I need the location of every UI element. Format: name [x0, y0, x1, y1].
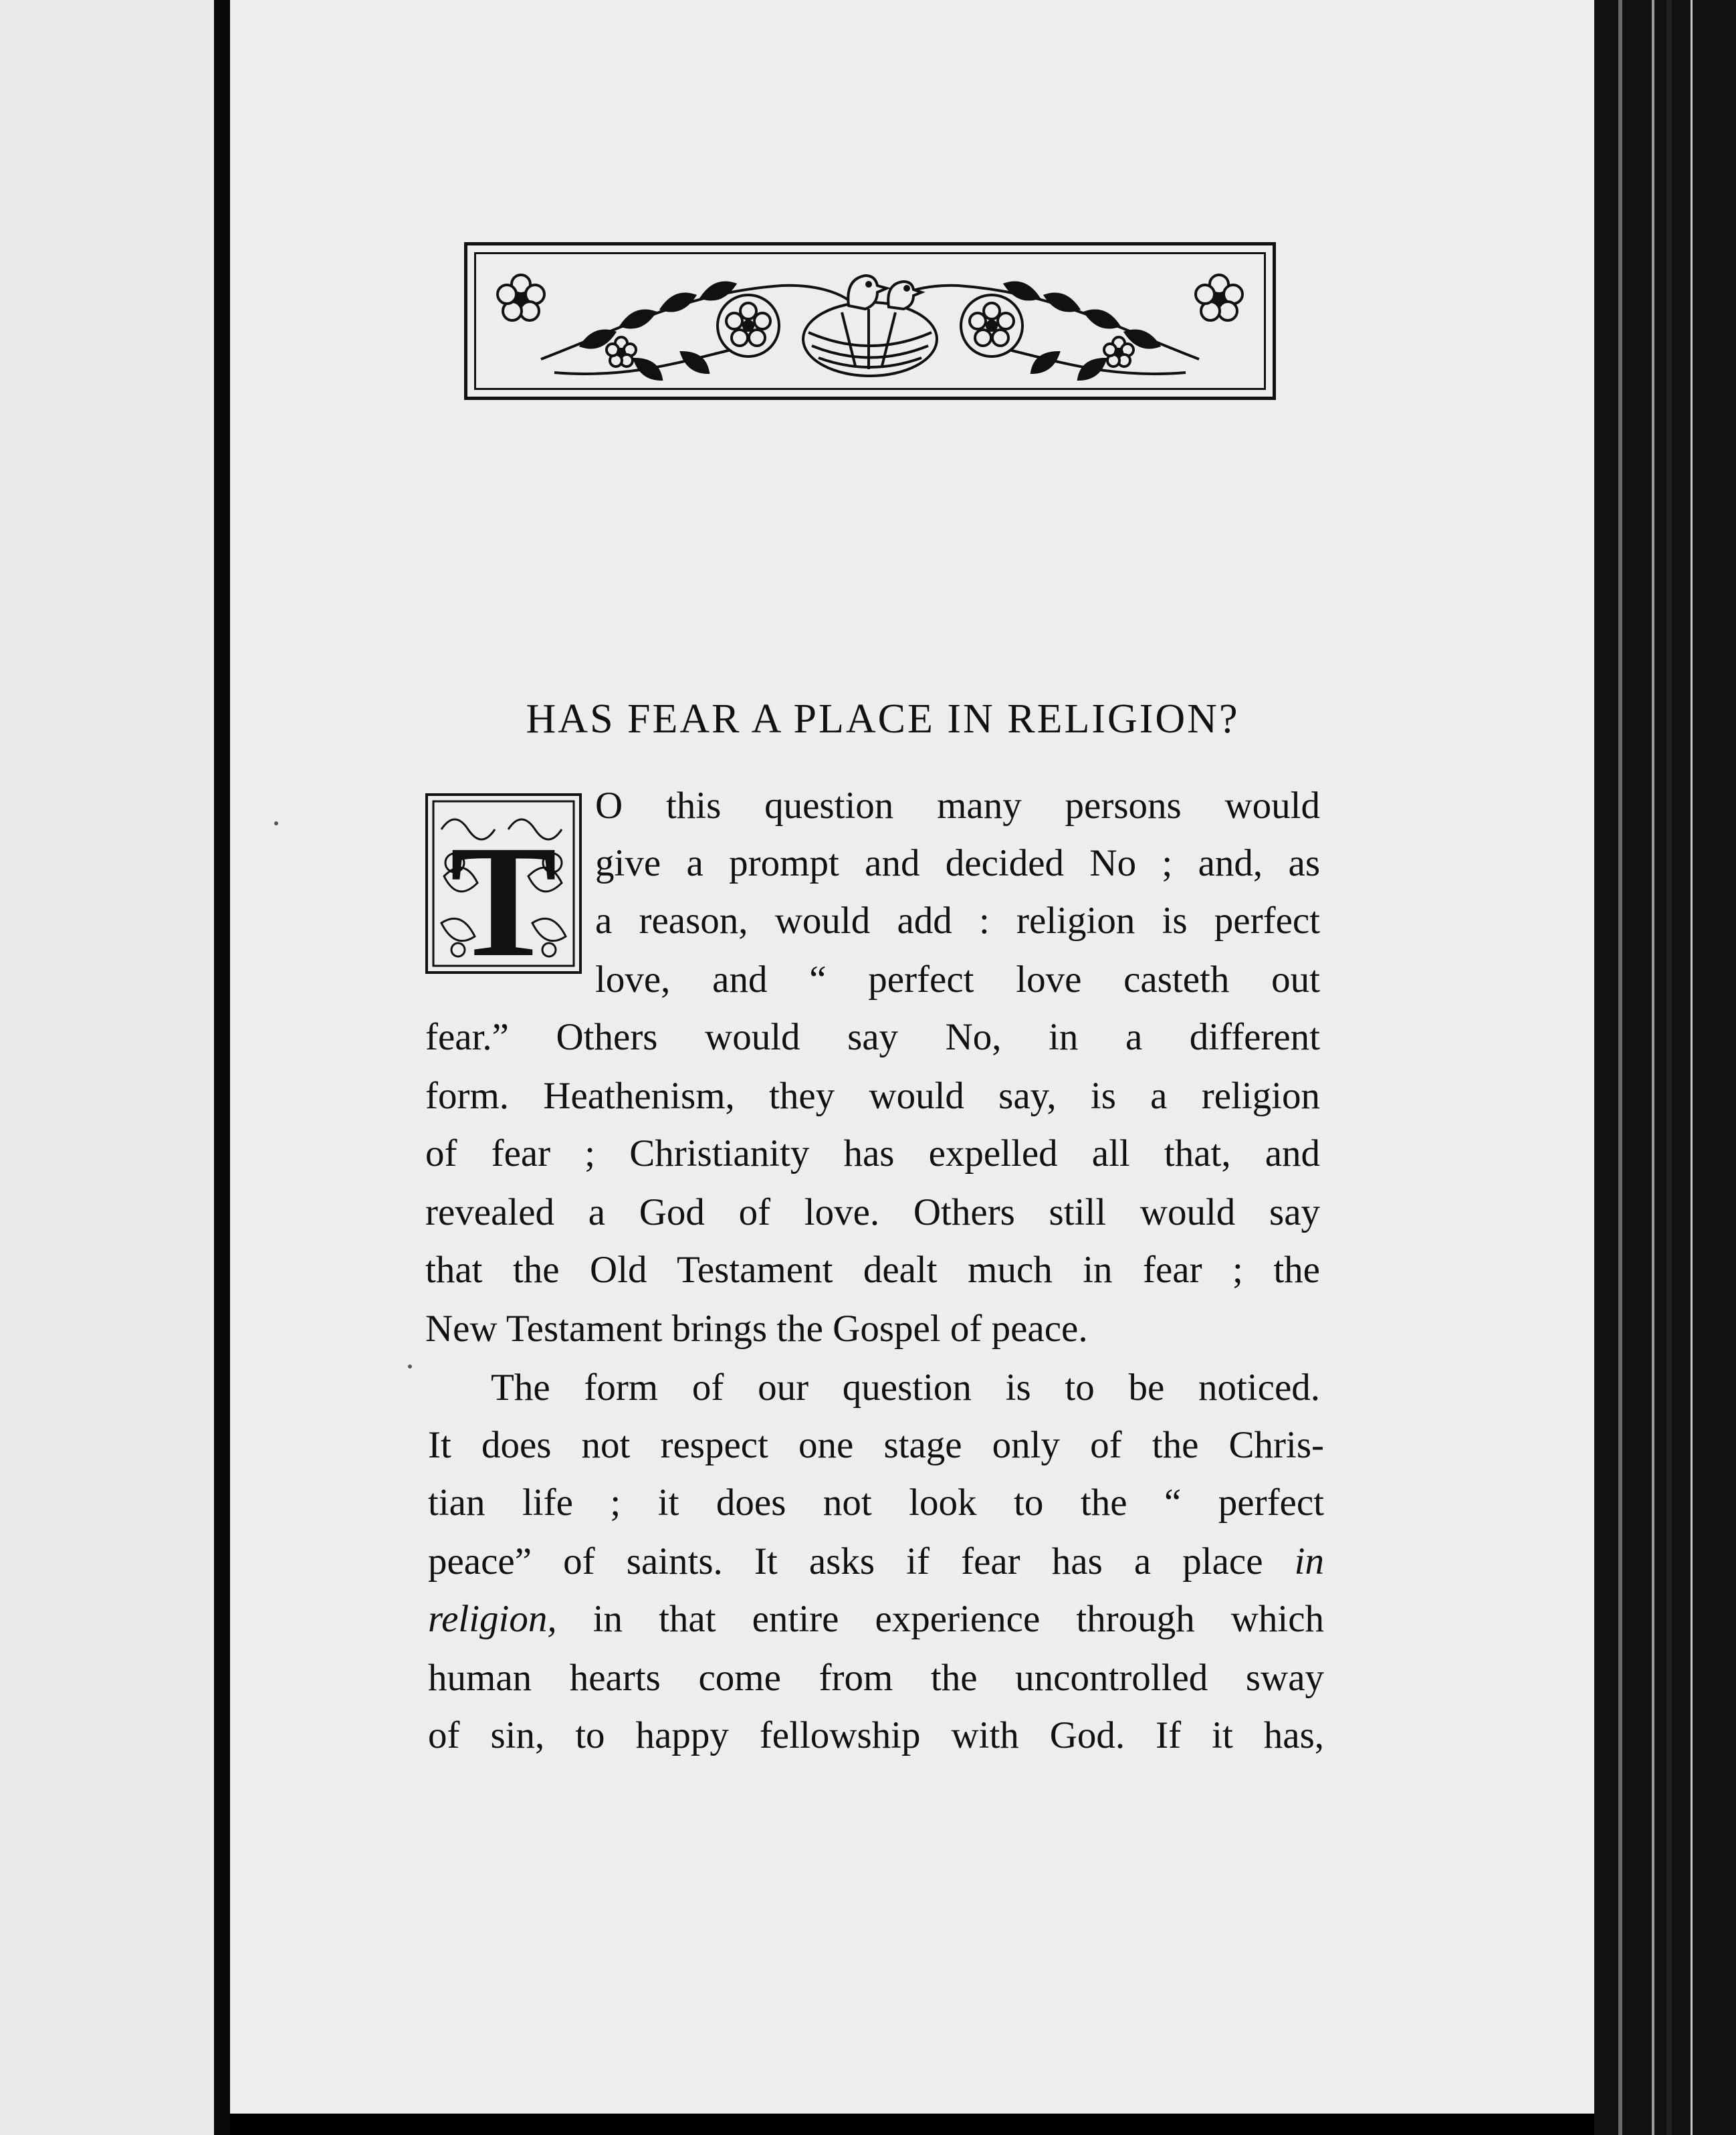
text-line-mixed [428, 1542, 1324, 1587]
chapter-title: HAS FEAR A PLACE IN RELIGION? [526, 696, 1240, 742]
book-edge-line [1666, 0, 1672, 2135]
italic-text: religion, [428, 1598, 557, 1640]
text-span: peace” of saints. It asks if fear has a place [428, 1540, 1263, 1583]
facing-page-edge [0, 0, 214, 2135]
text-line: fear.” Others would say No, in a different [425, 1016, 1320, 1058]
italic-text: in [1294, 1540, 1324, 1583]
text-line: love, and “ perfect love casteth out [595, 958, 1320, 1001]
headpiece-ornament [464, 242, 1276, 400]
drop-cap-letter: T [449, 812, 558, 971]
text-line: of sin, to happy fellowship with God. If it has, [428, 1714, 1324, 1756]
text-line: revealed a God of love. Others still would say [425, 1191, 1320, 1233]
text-line: O this question many persons would [595, 785, 1320, 827]
drop-cap [425, 793, 582, 974]
gutter [214, 0, 230, 2135]
text-line-mixed [428, 1600, 1324, 1644]
book-edge-line [1691, 0, 1693, 2135]
text-line: human hearts come from the uncontrolled sway [428, 1657, 1324, 1699]
text-line: tian life ; it does not look to the “ perfect [428, 1482, 1324, 1524]
text-line: form. Heathenism, they would say, is a religion [425, 1075, 1320, 1117]
book-edge [1594, 0, 1736, 2135]
book-edge-line [1652, 0, 1654, 2135]
text-line: give a prompt and decided No ; and, as [595, 842, 1320, 884]
page-speck [408, 1364, 412, 1368]
text-span: in that entire experience through which [556, 1598, 1324, 1640]
drop-cap-ornament-icon [428, 796, 579, 971]
text-line: It does not respect one stage only of the Chris- [428, 1424, 1324, 1466]
floral-nest-icon [467, 245, 1273, 397]
text-line: The form of our question is to be noticed. [491, 1366, 1320, 1409]
text-line: that the Old Testament dealt much in fear ; the [425, 1249, 1320, 1291]
book-edge-line [1618, 0, 1622, 2135]
text-line: New Testament brings the Gospel of peace. [425, 1308, 1088, 1350]
text-line: a reason, would add : religion is perfect [595, 900, 1320, 942]
text-line: of fear ; Christianity has expelled all that, and [425, 1132, 1320, 1175]
page-speck [274, 821, 278, 825]
